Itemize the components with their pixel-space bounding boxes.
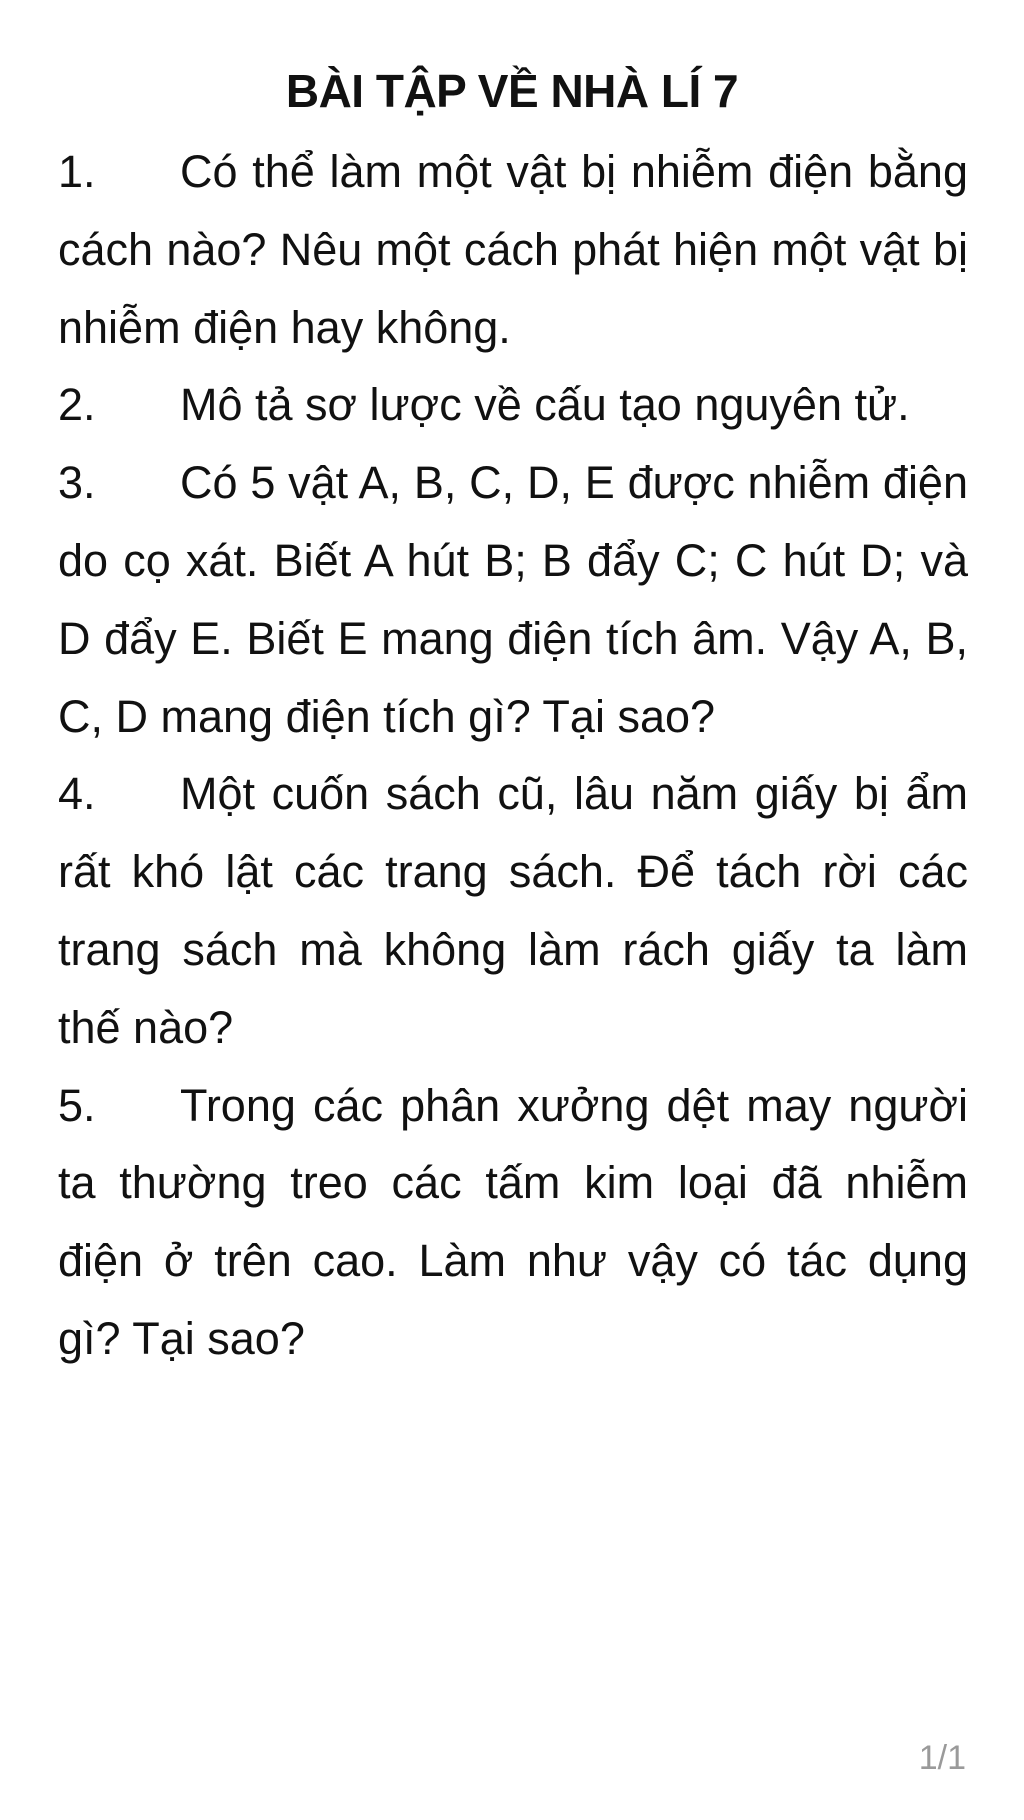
question-number: 3. (58, 457, 96, 509)
question-text: Một cuốn sách cũ, lâu năm giấy bị ẩm rất khó lật các trang sách. Để tách rời các trang sách mà không làm rách giấy ta làm thế nào? (58, 768, 968, 1053)
page-title: BÀI TẬP VỀ NHÀ LÍ 7 (285, 65, 739, 117)
question-number: 2. (58, 379, 96, 431)
question-item (58, 366, 968, 444)
question-text: Có thể làm một vật bị nhiễm điện bằng cách nào? Nêu một cách phát hiện một vật bị nhiễm điện hay không. (58, 146, 968, 353)
question-text: Trong các phân xưởng dệt may người ta thường treo các tấm kim loại đã nhiễm điện ở trên cao. Làm như vậy có tác dụng gì? Tại sao? (58, 1079, 968, 1364)
question-item (58, 1067, 968, 1378)
question-item (58, 755, 968, 1066)
question-item (58, 444, 968, 755)
question-text: Mô tả sơ lược về cấu tạo nguyên tử. (180, 379, 910, 431)
question-number: 4. (58, 768, 96, 820)
page-indicator: 1/1 (918, 1739, 966, 1777)
question-list (58, 133, 968, 1378)
question-text: Có 5 vật A, B, C, D, E được nhiễm điện do cọ xát. Biết A hút B; B đẩy C; C hút D; và D đẩy E. Biết E mang điện tích âm. Vậy A, B, C, D mang điện tích gì? Tại sao? (58, 457, 968, 742)
question-number: 1. (58, 146, 96, 197)
question-item (58, 133, 968, 366)
question-number: 5. (58, 1079, 96, 1131)
